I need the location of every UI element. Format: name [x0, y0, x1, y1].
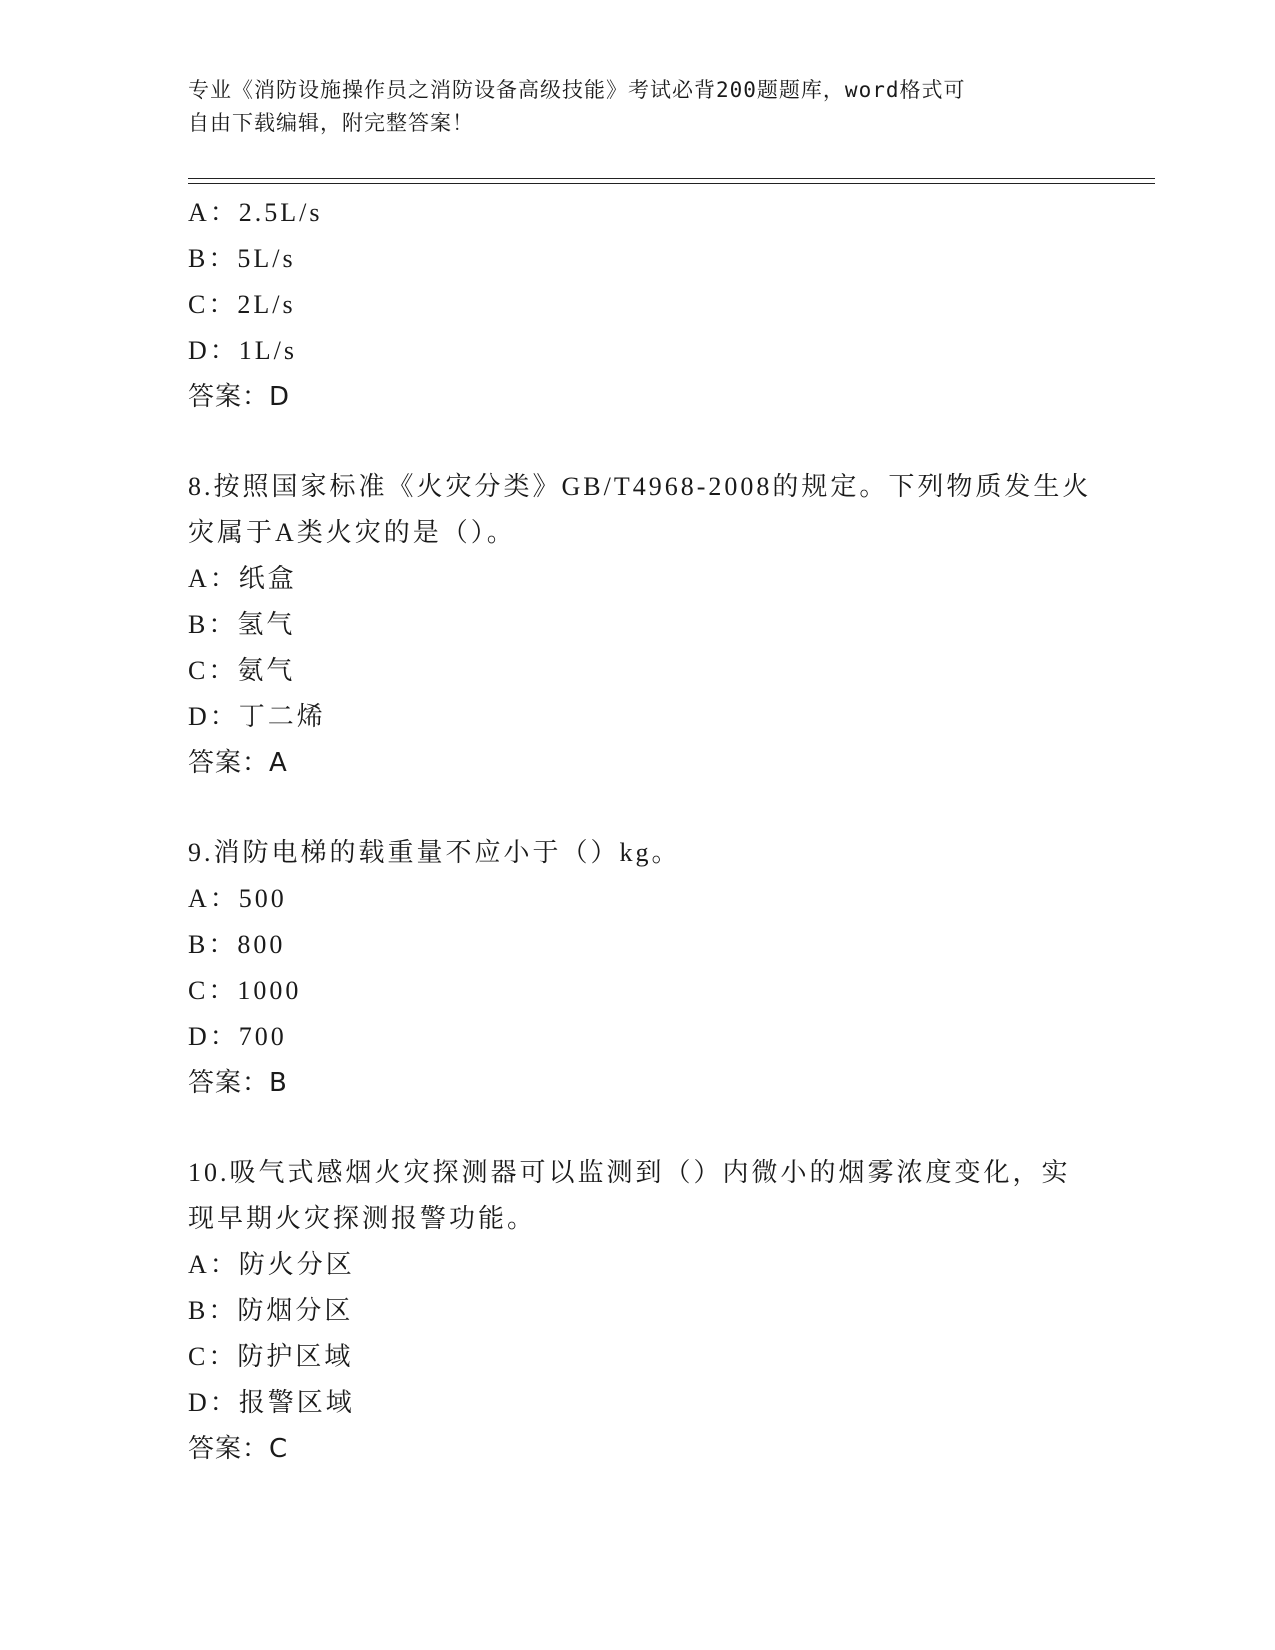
question-text-line-1: 8.按照国家标准《火灾分类》GB/T4968-2008的规定。下列物质发生火 — [188, 472, 1092, 501]
question-text-line-1: 9.消防电梯的载重量不应小于（）kg。 — [188, 838, 681, 867]
answer-line: 答案：D — [188, 382, 291, 412]
question-text-line-1: 10.吸气式感烟火灾探测器可以监测到（）内微小的烟雾浓度变化，实 — [188, 1158, 1071, 1187]
question-8 — [188, 464, 1108, 786]
option-a: A：2.5L/s — [188, 198, 323, 227]
answer-line: 答案：A — [188, 748, 288, 778]
option-d: D：报警区域 — [188, 1388, 355, 1417]
question-text-line-2: 现早期火灾探测报警功能。 — [188, 1204, 537, 1233]
question-9 — [188, 830, 1108, 1106]
option-c: C：氨气 — [188, 656, 296, 685]
option-a: A：纸盒 — [188, 564, 297, 593]
header-divider-bottom — [188, 183, 1155, 184]
answer-line: 答案：B — [188, 1068, 288, 1098]
answer-line: 答案：C — [188, 1434, 289, 1464]
option-a: A：500 — [188, 884, 287, 913]
question-10 — [188, 1150, 1108, 1472]
page-header — [188, 74, 1088, 140]
question-text-line-2: 灾属于A类火灾的是（）。 — [188, 518, 516, 547]
option-c: C：1000 — [188, 976, 302, 1005]
option-c: C：2L/s — [188, 290, 296, 319]
header-line-1: 专业《消防设施操作员之消防设备高级技能》考试必背200题题库，word格式可 — [188, 78, 966, 102]
option-b: B：800 — [188, 930, 286, 959]
option-c: C：防护区域 — [188, 1342, 354, 1371]
option-b: B：防烟分区 — [188, 1296, 354, 1325]
option-b: B：5L/s — [188, 244, 296, 273]
option-a: A：防火分区 — [188, 1250, 355, 1279]
option-d: D：700 — [188, 1022, 287, 1051]
option-b: B：氢气 — [188, 610, 296, 639]
question-content — [188, 190, 1108, 1472]
option-d: D：丁二烯 — [188, 702, 326, 731]
option-d: D：1L/s — [188, 336, 298, 365]
question-7-continued — [188, 190, 1108, 420]
header-line-2: 自由下载编辑，附完整答案！ — [188, 111, 474, 135]
header-divider-top — [188, 178, 1155, 179]
